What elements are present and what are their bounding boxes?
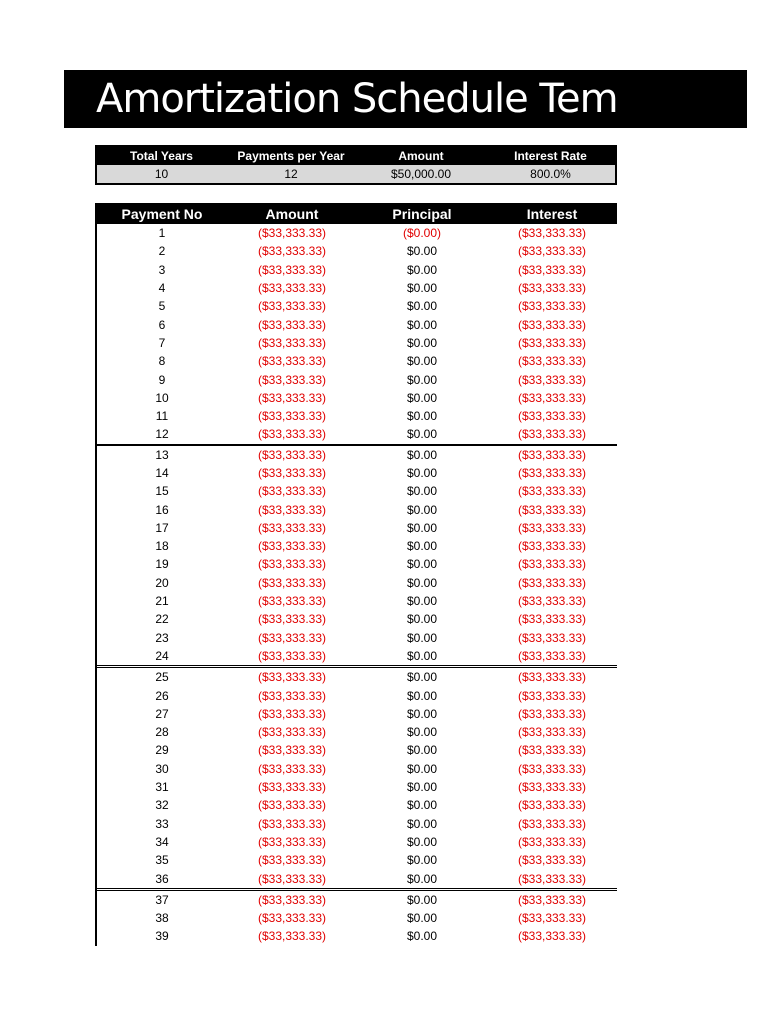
amount-cell[interactable]: ($33,333.33) (257, 226, 327, 241)
interest-cell[interactable]: ($33,333.33) (517, 520, 587, 535)
amount-cell[interactable]: ($33,333.33) (257, 612, 327, 627)
page-title: Amortization Schedule Tem (96, 76, 618, 122)
interest-cell[interactable]: ($33,333.33) (517, 929, 587, 944)
payment-no-cell[interactable]: 28 (155, 725, 169, 740)
payment-no-cell[interactable]: 1 (158, 226, 166, 241)
payment-no-cell[interactable]: 15 (155, 484, 169, 499)
payment-no-cell[interactable]: 6 (158, 317, 166, 332)
interest-cell[interactable]: ($33,333.33) (517, 892, 587, 907)
summary-header-row (96, 146, 616, 165)
table-row (97, 334, 617, 352)
payment-no-cell[interactable]: 14 (155, 466, 169, 480)
principal-cell[interactable]: $0.00 (357, 647, 487, 667)
payment-no-cell[interactable]: 32 (155, 798, 169, 813)
principal-cell[interactable]: $0.00 (406, 853, 438, 868)
summary-header-payments-per-year: Payments per Year (226, 146, 356, 165)
payment-no-cell[interactable]: 16 (155, 502, 169, 517)
payment-no-cell[interactable]: 37 (155, 892, 169, 907)
summary-total-years-cell[interactable]: 10 (96, 165, 226, 184)
interest-cell[interactable]: ($33,333.33) (517, 834, 587, 849)
payment-no-cell[interactable]: 26 (155, 688, 169, 703)
amount-cell[interactable]: ($33,333.33) (257, 390, 327, 405)
payment-no-cell[interactable]: 13 (155, 447, 169, 462)
principal-cell[interactable]: $0.00 (406, 929, 438, 944)
amount-cell[interactable]: ($33,333.33) (257, 244, 327, 259)
table-row (97, 760, 617, 778)
table-row (97, 482, 617, 500)
payment-no-cell[interactable]: 10 (155, 390, 169, 405)
principal-cell[interactable]: $0.00 (357, 425, 487, 444)
schedule-header-row (97, 203, 617, 224)
principal-cell[interactable]: $0.00 (406, 761, 438, 776)
interest-cell[interactable]: ($33,333.33) (487, 647, 617, 667)
principal-cell[interactable]: $0.00 (406, 484, 438, 499)
schedule-header-payment-no: Payment No (97, 203, 227, 224)
payment-no-cell[interactable]: 33 (155, 816, 169, 831)
amount-cell[interactable]: ($33,333.33) (257, 834, 327, 849)
amount-cell[interactable]: ($33,333.33) (257, 688, 327, 703)
amount-cell[interactable]: ($33,333.33) (257, 354, 327, 369)
table-row (97, 555, 617, 573)
table-row (97, 909, 617, 927)
summary-interest-rate-cell[interactable]: 800.0% (486, 165, 616, 184)
principal-cell[interactable]: $0.00 (406, 911, 438, 926)
table-row (97, 574, 617, 592)
interest-cell[interactable]: ($33,333.33) (517, 630, 587, 645)
principal-cell[interactable]: $0.00 (406, 539, 438, 554)
payment-no-cell[interactable]: 5 (158, 299, 166, 314)
table-row (97, 464, 617, 482)
summary-header-interest-rate: Interest Rate (486, 146, 616, 165)
principal-cell[interactable]: $0.00 (406, 372, 438, 387)
principal-cell[interactable]: $0.00 (406, 816, 438, 831)
amount-cell[interactable]: ($33,333.33) (257, 317, 327, 332)
principal-cell[interactable]: $0.00 (406, 780, 438, 795)
principal-cell[interactable]: $0.00 (406, 317, 438, 332)
summary-table (95, 145, 617, 185)
amount-cell[interactable]: ($33,333.33) (257, 798, 327, 813)
table-row (97, 592, 617, 610)
title-bar (64, 70, 747, 128)
payment-no-cell[interactable]: 27 (155, 706, 169, 721)
table-row (97, 352, 617, 370)
principal-cell[interactable]: $0.00 (406, 447, 438, 462)
payment-no-cell[interactable]: 31 (155, 780, 169, 795)
table-row (97, 705, 617, 723)
schedule-header-interest: Interest (487, 203, 617, 224)
payment-no-cell[interactable]: 9 (158, 372, 166, 387)
schedule-table (97, 203, 617, 946)
principal-cell[interactable]: $0.00 (406, 575, 438, 590)
interest-cell[interactable]: ($33,333.33) (517, 372, 587, 387)
interest-cell[interactable]: ($33,333.33) (487, 425, 617, 444)
amount-cell[interactable]: ($33,333.33) (257, 447, 327, 462)
payment-no-cell[interactable]: 4 (158, 281, 166, 296)
amount-cell[interactable]: ($33,333.33) (257, 539, 327, 554)
interest-cell[interactable]: ($33,333.33) (517, 244, 587, 259)
interest-cell[interactable]: ($33,333.33) (517, 317, 587, 332)
amount-cell[interactable]: ($33,333.33) (257, 780, 327, 795)
amount-cell[interactable]: ($33,333.33) (227, 869, 357, 889)
payment-no-cell[interactable]: 25 (155, 670, 169, 685)
table-row (97, 815, 617, 833)
principal-cell[interactable]: $0.00 (406, 466, 438, 480)
principal-cell[interactable]: $0.00 (406, 670, 438, 685)
table-row (97, 425, 617, 444)
amount-cell[interactable]: ($33,333.33) (257, 929, 327, 944)
table-row (97, 242, 617, 260)
amount-cell[interactable]: ($33,333.33) (227, 647, 357, 667)
amount-cell[interactable]: ($33,333.33) (257, 594, 327, 609)
payment-no-cell[interactable]: 34 (155, 834, 169, 849)
payment-no-cell[interactable]: 39 (155, 929, 169, 944)
amount-cell[interactable]: ($33,333.33) (257, 299, 327, 314)
principal-cell[interactable]: $0.00 (406, 335, 438, 350)
principal-cell[interactable]: $0.00 (406, 688, 438, 703)
principal-cell[interactable]: $0.00 (406, 354, 438, 369)
principal-cell[interactable]: $0.00 (406, 834, 438, 849)
amount-cell[interactable]: ($33,333.33) (257, 466, 327, 480)
summary-header-total-years: Total Years (96, 146, 226, 165)
amount-cell[interactable]: ($33,333.33) (257, 409, 327, 424)
amount-cell[interactable]: ($33,333.33) (257, 281, 327, 296)
table-row (97, 851, 617, 869)
table-row (97, 610, 617, 628)
amount-cell[interactable]: ($33,333.33) (257, 706, 327, 721)
interest-cell[interactable]: ($33,333.33) (517, 911, 587, 926)
interest-cell[interactable]: ($33,333.33) (517, 612, 587, 627)
principal-cell[interactable]: $0.00 (406, 798, 438, 813)
principal-cell[interactable]: $0.00 (406, 612, 438, 627)
table-row (97, 389, 617, 407)
interest-cell[interactable]: ($33,333.33) (517, 670, 587, 685)
interest-cell[interactable]: ($33,333.33) (487, 869, 617, 889)
principal-cell[interactable]: $0.00 (406, 630, 438, 645)
payment-no-cell[interactable]: 7 (158, 335, 166, 350)
amount-cell[interactable]: ($33,333.33) (257, 761, 327, 776)
interest-cell[interactable]: ($33,333.33) (517, 354, 587, 369)
table-row (97, 796, 617, 814)
table-row (97, 629, 617, 647)
payment-no-cell[interactable]: 36 (97, 869, 227, 889)
interest-cell[interactable]: ($33,333.33) (517, 262, 587, 277)
schedule-body (97, 224, 617, 946)
table-row (97, 261, 617, 279)
interest-cell[interactable]: ($33,333.33) (517, 816, 587, 831)
table-row (97, 667, 617, 687)
interest-cell[interactable]: ($33,333.33) (517, 594, 587, 609)
table-row (97, 927, 617, 945)
interest-cell[interactable]: ($33,333.33) (517, 466, 587, 480)
payment-no-cell[interactable]: 35 (155, 853, 169, 868)
interest-cell[interactable]: ($33,333.33) (517, 335, 587, 350)
table-row (97, 833, 617, 851)
table-row (97, 537, 617, 555)
summary-payments-per-year-cell[interactable]: 12 (226, 165, 356, 184)
interest-cell[interactable]: ($33,333.33) (517, 484, 587, 499)
principal-cell[interactable]: $0.00 (406, 557, 438, 572)
principal-cell[interactable]: ($0.00) (402, 226, 442, 241)
interest-cell[interactable]: ($33,333.33) (517, 557, 587, 572)
table-row (97, 315, 617, 333)
table-row (97, 279, 617, 297)
amount-cell[interactable]: ($33,333.33) (257, 892, 327, 907)
amount-cell[interactable]: ($33,333.33) (257, 484, 327, 499)
table-row (97, 686, 617, 704)
principal-cell[interactable]: $0.00 (406, 520, 438, 535)
principal-cell[interactable]: $0.00 (406, 281, 438, 296)
table-row (97, 224, 617, 242)
principal-cell[interactable]: $0.00 (406, 262, 438, 277)
table-row (97, 778, 617, 796)
interest-cell[interactable]: ($33,333.33) (517, 706, 587, 721)
amount-cell[interactable]: ($33,333.33) (257, 520, 327, 535)
summary-value-row (96, 165, 616, 184)
table-row (97, 741, 617, 759)
payment-no-cell[interactable]: 3 (158, 262, 166, 277)
principal-cell[interactable]: $0.00 (406, 390, 438, 405)
principal-cell[interactable]: $0.00 (406, 502, 438, 517)
amount-cell[interactable]: ($33,333.33) (257, 557, 327, 572)
interest-cell[interactable]: ($33,333.33) (517, 409, 587, 424)
interest-cell[interactable]: ($33,333.33) (517, 299, 587, 314)
interest-cell[interactable]: ($33,333.33) (517, 743, 587, 758)
summary-header-amount: Amount (356, 146, 486, 165)
payment-no-cell[interactable]: 24 (97, 647, 227, 667)
interest-cell[interactable]: ($33,333.33) (517, 575, 587, 590)
schedule-table-wrapper (95, 203, 619, 946)
interest-cell[interactable]: ($33,333.33) (517, 798, 587, 813)
amount-cell[interactable]: ($33,333.33) (257, 743, 327, 758)
payment-no-cell[interactable]: 17 (155, 520, 169, 535)
payment-no-cell[interactable]: 8 (158, 354, 166, 369)
amount-cell[interactable]: ($33,333.33) (257, 853, 327, 868)
interest-cell[interactable]: ($33,333.33) (517, 502, 587, 517)
amount-cell[interactable]: ($33,333.33) (257, 575, 327, 590)
payment-no-cell[interactable]: 11 (155, 409, 169, 424)
interest-cell[interactable]: ($33,333.33) (517, 390, 587, 405)
payment-no-cell[interactable]: 38 (155, 911, 169, 926)
table-row (97, 519, 617, 537)
amount-cell[interactable]: ($33,333.33) (257, 816, 327, 831)
principal-cell[interactable]: $0.00 (406, 594, 438, 609)
amount-cell[interactable]: ($33,333.33) (257, 262, 327, 277)
amount-cell[interactable]: ($33,333.33) (257, 372, 327, 387)
table-row (97, 445, 617, 464)
interest-cell[interactable]: ($33,333.33) (517, 447, 587, 462)
table-row (97, 370, 617, 388)
interest-cell[interactable]: ($33,333.33) (517, 725, 587, 740)
principal-cell[interactable]: $0.00 (406, 706, 438, 721)
principal-cell[interactable]: $0.00 (406, 244, 438, 259)
payment-no-cell[interactable]: 22 (155, 612, 169, 627)
amount-cell[interactable]: ($33,333.33) (257, 725, 327, 740)
amount-cell[interactable]: ($33,333.33) (257, 630, 327, 645)
schedule-header-principal: Principal (357, 203, 487, 224)
interest-cell[interactable]: ($33,333.33) (517, 226, 587, 241)
table-row (97, 869, 617, 889)
amount-cell[interactable]: ($33,333.33) (257, 670, 327, 685)
table-row (97, 647, 617, 667)
table-row (97, 297, 617, 315)
summary-amount-cell[interactable]: $50,000.00 (356, 165, 486, 184)
payment-no-cell[interactable]: 18 (155, 539, 169, 554)
amount-cell[interactable]: ($33,333.33) (257, 911, 327, 926)
table-row (97, 889, 617, 909)
principal-cell[interactable]: $0.00 (406, 743, 438, 758)
payment-no-cell[interactable]: 19 (155, 557, 169, 572)
interest-cell[interactable]: ($33,333.33) (517, 281, 587, 296)
payment-no-cell[interactable]: 30 (155, 761, 169, 776)
payment-no-cell[interactable]: 21 (155, 594, 169, 609)
payment-no-cell[interactable]: 29 (155, 743, 169, 758)
amount-cell[interactable]: ($33,333.33) (257, 502, 327, 517)
table-row (97, 500, 617, 518)
principal-cell[interactable]: $0.00 (406, 299, 438, 314)
payment-no-cell[interactable]: 23 (155, 630, 169, 645)
principal-cell[interactable]: $0.00 (357, 869, 487, 889)
interest-cell[interactable]: ($33,333.33) (517, 688, 587, 703)
interest-cell[interactable]: ($33,333.33) (517, 780, 587, 795)
principal-cell[interactable]: $0.00 (406, 725, 438, 740)
amount-cell[interactable]: ($33,333.33) (227, 425, 357, 444)
interest-cell[interactable]: ($33,333.33) (517, 539, 587, 554)
payment-no-cell[interactable]: 2 (158, 244, 166, 259)
amount-cell[interactable]: ($33,333.33) (257, 335, 327, 350)
table-row (97, 407, 617, 425)
payment-no-cell[interactable]: 20 (155, 575, 169, 590)
principal-cell[interactable]: $0.00 (406, 892, 438, 907)
schedule-header-amount: Amount (227, 203, 357, 224)
table-row (97, 723, 617, 741)
payment-no-cell[interactable]: 12 (97, 425, 227, 444)
interest-cell[interactable]: ($33,333.33) (517, 761, 587, 776)
principal-cell[interactable]: $0.00 (406, 409, 438, 424)
interest-cell[interactable]: ($33,333.33) (517, 853, 587, 868)
